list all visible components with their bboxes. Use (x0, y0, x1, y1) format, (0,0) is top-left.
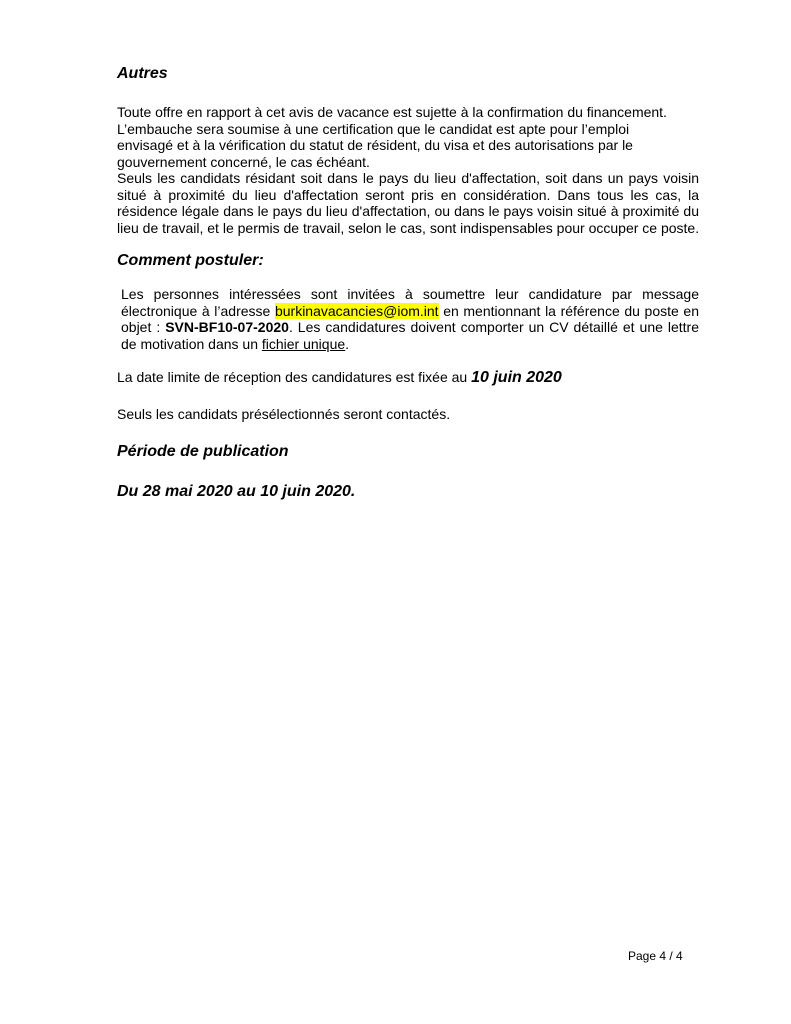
text-segment: . (345, 335, 350, 352)
text-line: Les personnes intéressées sont invitées à soumettre leur candidature par message (121, 286, 699, 302)
deadline-text: La date limite de réception des candidatures est fixée au (117, 369, 472, 385)
text-segment: électronique à l’adresse (121, 302, 275, 319)
text-segment: objet : (121, 319, 166, 335)
page-number: Page 4 / 4 (628, 949, 683, 963)
job-reference: SVN-BF10-07-2020 (165, 319, 289, 335)
text-line: lieu de travail, et le permis de travail, selon le cas, sont indispensables pour occuper ce poste. (117, 219, 700, 236)
contact-note: Seuls les candidats présélectionnés seront contactés. (117, 406, 451, 422)
text-segment: . Les candidatures doivent comporter un CV détaillé et une lettre (288, 319, 700, 335)
deadline-line (117, 369, 562, 387)
text-line: situé à proximité du lieu d'affectation seront pris en considération. Dans tous les cas, la (117, 186, 699, 203)
text-segment: de motivation dans un (121, 335, 262, 352)
section-heading-autres: Autres (117, 65, 168, 82)
autres-paragraph-2 (117, 170, 699, 236)
publication-dates: Du 28 mai 2020 au 10 juin 2020. (117, 483, 356, 500)
deadline-date: 10 juin 2020 (471, 369, 562, 386)
text-line: résidence légale dans le pays du lieu d'affectation, ou dans le pays voisin situé à proximité du (117, 203, 699, 219)
text-line (121, 336, 699, 353)
text-line (121, 303, 699, 320)
email-link[interactable]: burkinavacancies@iom.int (274, 302, 439, 319)
text-line: L’embauche sera soumise à une certification que le candidat est apte pour l’emploi (117, 120, 630, 137)
autres-paragraph-1 (117, 104, 699, 170)
fichier-unique-text: fichier unique (261, 335, 346, 352)
text-line: envisagé et à la vérification du statut de résident, du visa et des autorisations par le (117, 137, 633, 153)
comment-postuler-paragraph (121, 286, 699, 352)
text-line: gouvernement concerné, le cas échéant. (117, 153, 370, 170)
text-segment: en mentionnant la référence du poste en (438, 302, 699, 319)
text-line (121, 319, 699, 336)
text-line: Toute offre en rapport à cet avis de vacance est sujette à la confirmation du financement. (117, 104, 667, 120)
section-heading-comment-postuler: Comment postuler: (117, 252, 264, 269)
section-heading-publication: Période de publication (117, 443, 289, 460)
text-line: Seuls les candidats résidant soit dans le pays du lieu d'affectation, soit dans un pays voisin (117, 170, 699, 186)
